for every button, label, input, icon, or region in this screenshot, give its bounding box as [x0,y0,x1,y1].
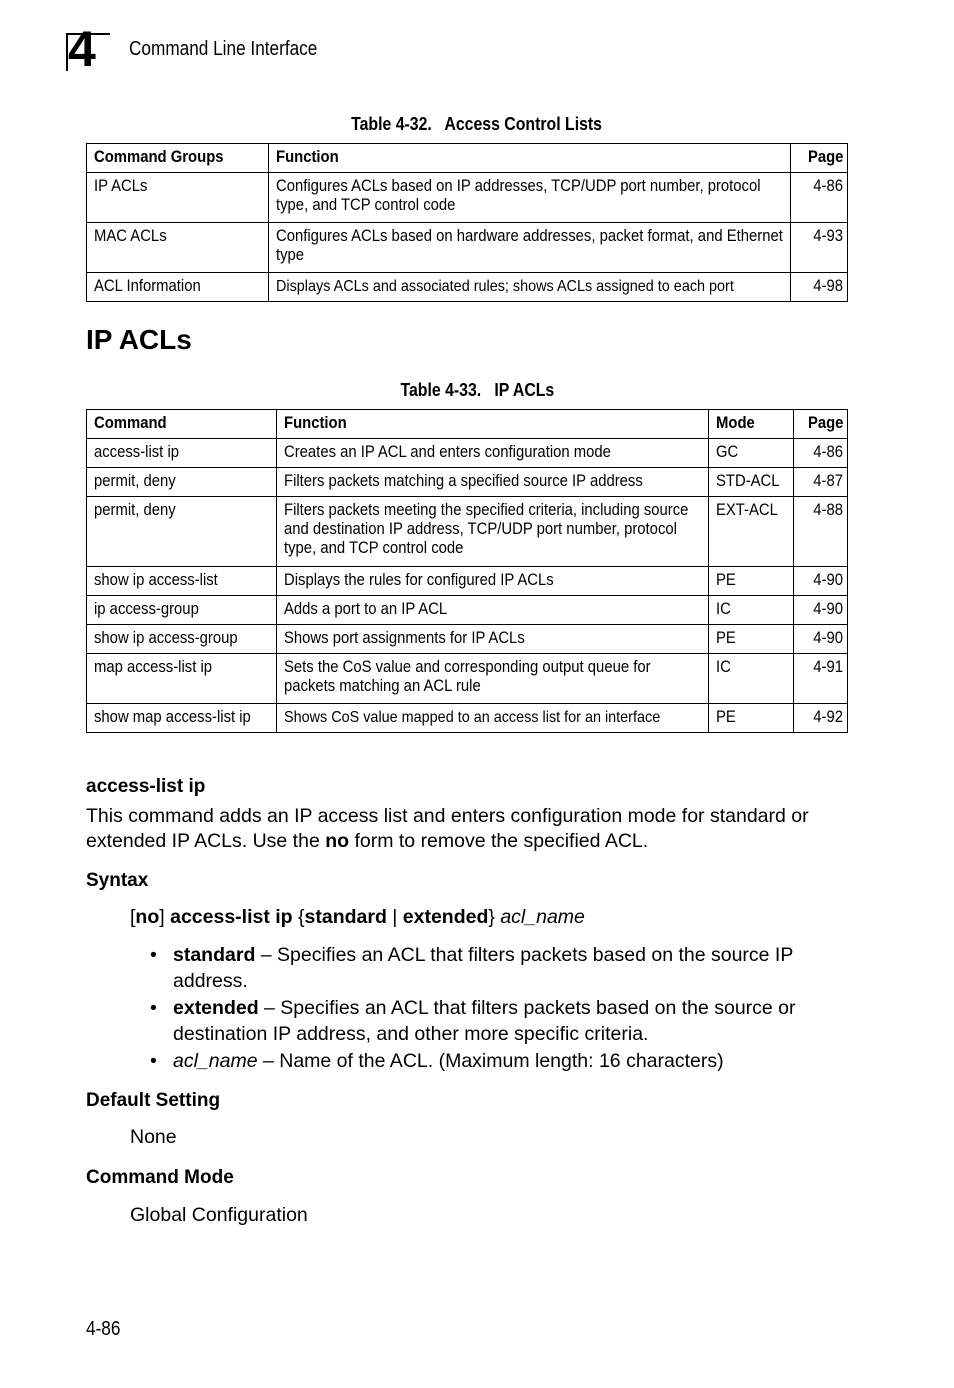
table-row [87,468,848,497]
column-header: Function [276,410,708,439]
table-cell: 4-90 [793,625,847,654]
table-cell: show ip access-list [87,567,277,596]
table-row [87,223,848,273]
table-row [87,704,848,733]
table-cell: IC [708,596,793,625]
table-cell: map access-list ip [87,654,277,704]
table-header-row [87,410,848,439]
table-cell: Filters packets matching a specified source IP address [276,468,708,497]
table-cell: Shows port assignments for IP ACLs [276,625,708,654]
table-cell: Shows CoS value mapped to an access list for an interface [276,704,708,733]
table-row [87,497,848,567]
list-item: • extended – Specifies an ACL that filters packets based on the source or destination IP address, and other more specific criteria. [150,997,796,1045]
command-description: This command adds an IP access list and enters configuration mode for standard or extended IP ACLs. Use the no form to remove the specified ACL. [86,805,809,852]
command-title: access-list ip [86,776,206,797]
table-cell: EXT-ACL [708,497,793,567]
command-mode-value: Global Configuration [130,1204,308,1226]
table-row [87,654,848,704]
access-control-lists-table [86,143,848,302]
table-header-row [87,144,848,173]
table-row [87,273,848,302]
section-title: IP ACLs [86,324,192,355]
command-mode-heading: Command Mode [86,1167,234,1188]
table-caption: Table 4-33. IP ACLs [400,380,554,400]
table-cell: PE [708,567,793,596]
table-cell: 4-93 [791,223,848,273]
table-row [87,173,848,223]
table-cell: PE [708,704,793,733]
table-cell: permit, deny [87,497,277,567]
table-cell: IP ACLs [87,173,269,223]
table-cell: access-list ip [87,439,277,468]
column-header: Command Groups [87,144,269,173]
table-cell: GC [708,439,793,468]
table-cell: Filters packets meeting the specified criteria, including source and destination IP address, TCP/UDP port number, protocol type, and TCP control code [276,497,708,567]
table-cell: Creates an IP ACL and enters configuration mode [276,439,708,468]
table-cell: 4-87 [793,468,847,497]
column-header: Function [268,144,791,173]
table-cell: 4-88 [793,497,847,567]
table-cell: 4-91 [793,654,847,704]
table-cell: 4-86 [791,173,848,223]
parameter-list [150,942,850,1075]
table-cell: ACL Information [87,273,269,302]
syntax-heading: Syntax [86,870,149,891]
table-row [87,567,848,596]
table-cell: 4-90 [793,596,847,625]
syntax-line: [no] access-list ip {standard | extended} acl_name [130,906,585,928]
list-item: • acl_name – Name of the ACL. (Maximum length: 16 characters) [150,1050,724,1072]
table-cell: PE [708,625,793,654]
table-cell: ip access-group [87,596,277,625]
column-header: Mode [708,410,793,439]
column-header: Page [793,410,847,439]
table-cell: 4-86 [793,439,847,468]
table-row [87,625,848,654]
table-caption: Table 4-32. Access Control Lists [351,114,603,134]
page-number: 4-86 [86,1318,121,1340]
table-cell: Adds a port to an IP ACL [276,596,708,625]
table-cell: permit, deny [87,468,277,497]
table-cell: Sets the CoS value and corresponding output queue for packets matching an ACL rule [276,654,708,704]
list-item: • standard – Specifies an ACL that filters packets based on the source IP address. [150,944,794,992]
default-setting-value: None [130,1126,177,1148]
table-cell: Configures ACLs based on IP addresses, TCP/UDP port number, protocol type, and TCP control code [268,173,791,223]
table-row [87,596,848,625]
chapter-title: Command Line Interface [129,38,318,60]
table-cell: STD-ACL [708,468,793,497]
table-cell: 4-98 [791,273,848,302]
table-cell: Displays the rules for configured IP ACLs [276,567,708,596]
table-cell: Configures ACLs based on hardware addresses, packet format, and Ethernet type [268,223,791,273]
table-cell: show map access-list ip [87,704,277,733]
column-header: Page [791,144,848,173]
column-header: Command [87,410,277,439]
table-cell: Displays ACLs and associated rules; shows ACLs assigned to each port [268,273,791,302]
table-cell: show ip access-group [87,625,277,654]
ip-acls-table [86,409,848,733]
default-setting-heading: Default Setting [86,1090,221,1111]
table-cell: 4-92 [793,704,847,733]
table-row [87,439,848,468]
table-cell: MAC ACLs [87,223,269,273]
chapter-number: 4 [68,21,95,77]
table-cell: 4-90 [793,567,847,596]
table-cell: IC [708,654,793,704]
